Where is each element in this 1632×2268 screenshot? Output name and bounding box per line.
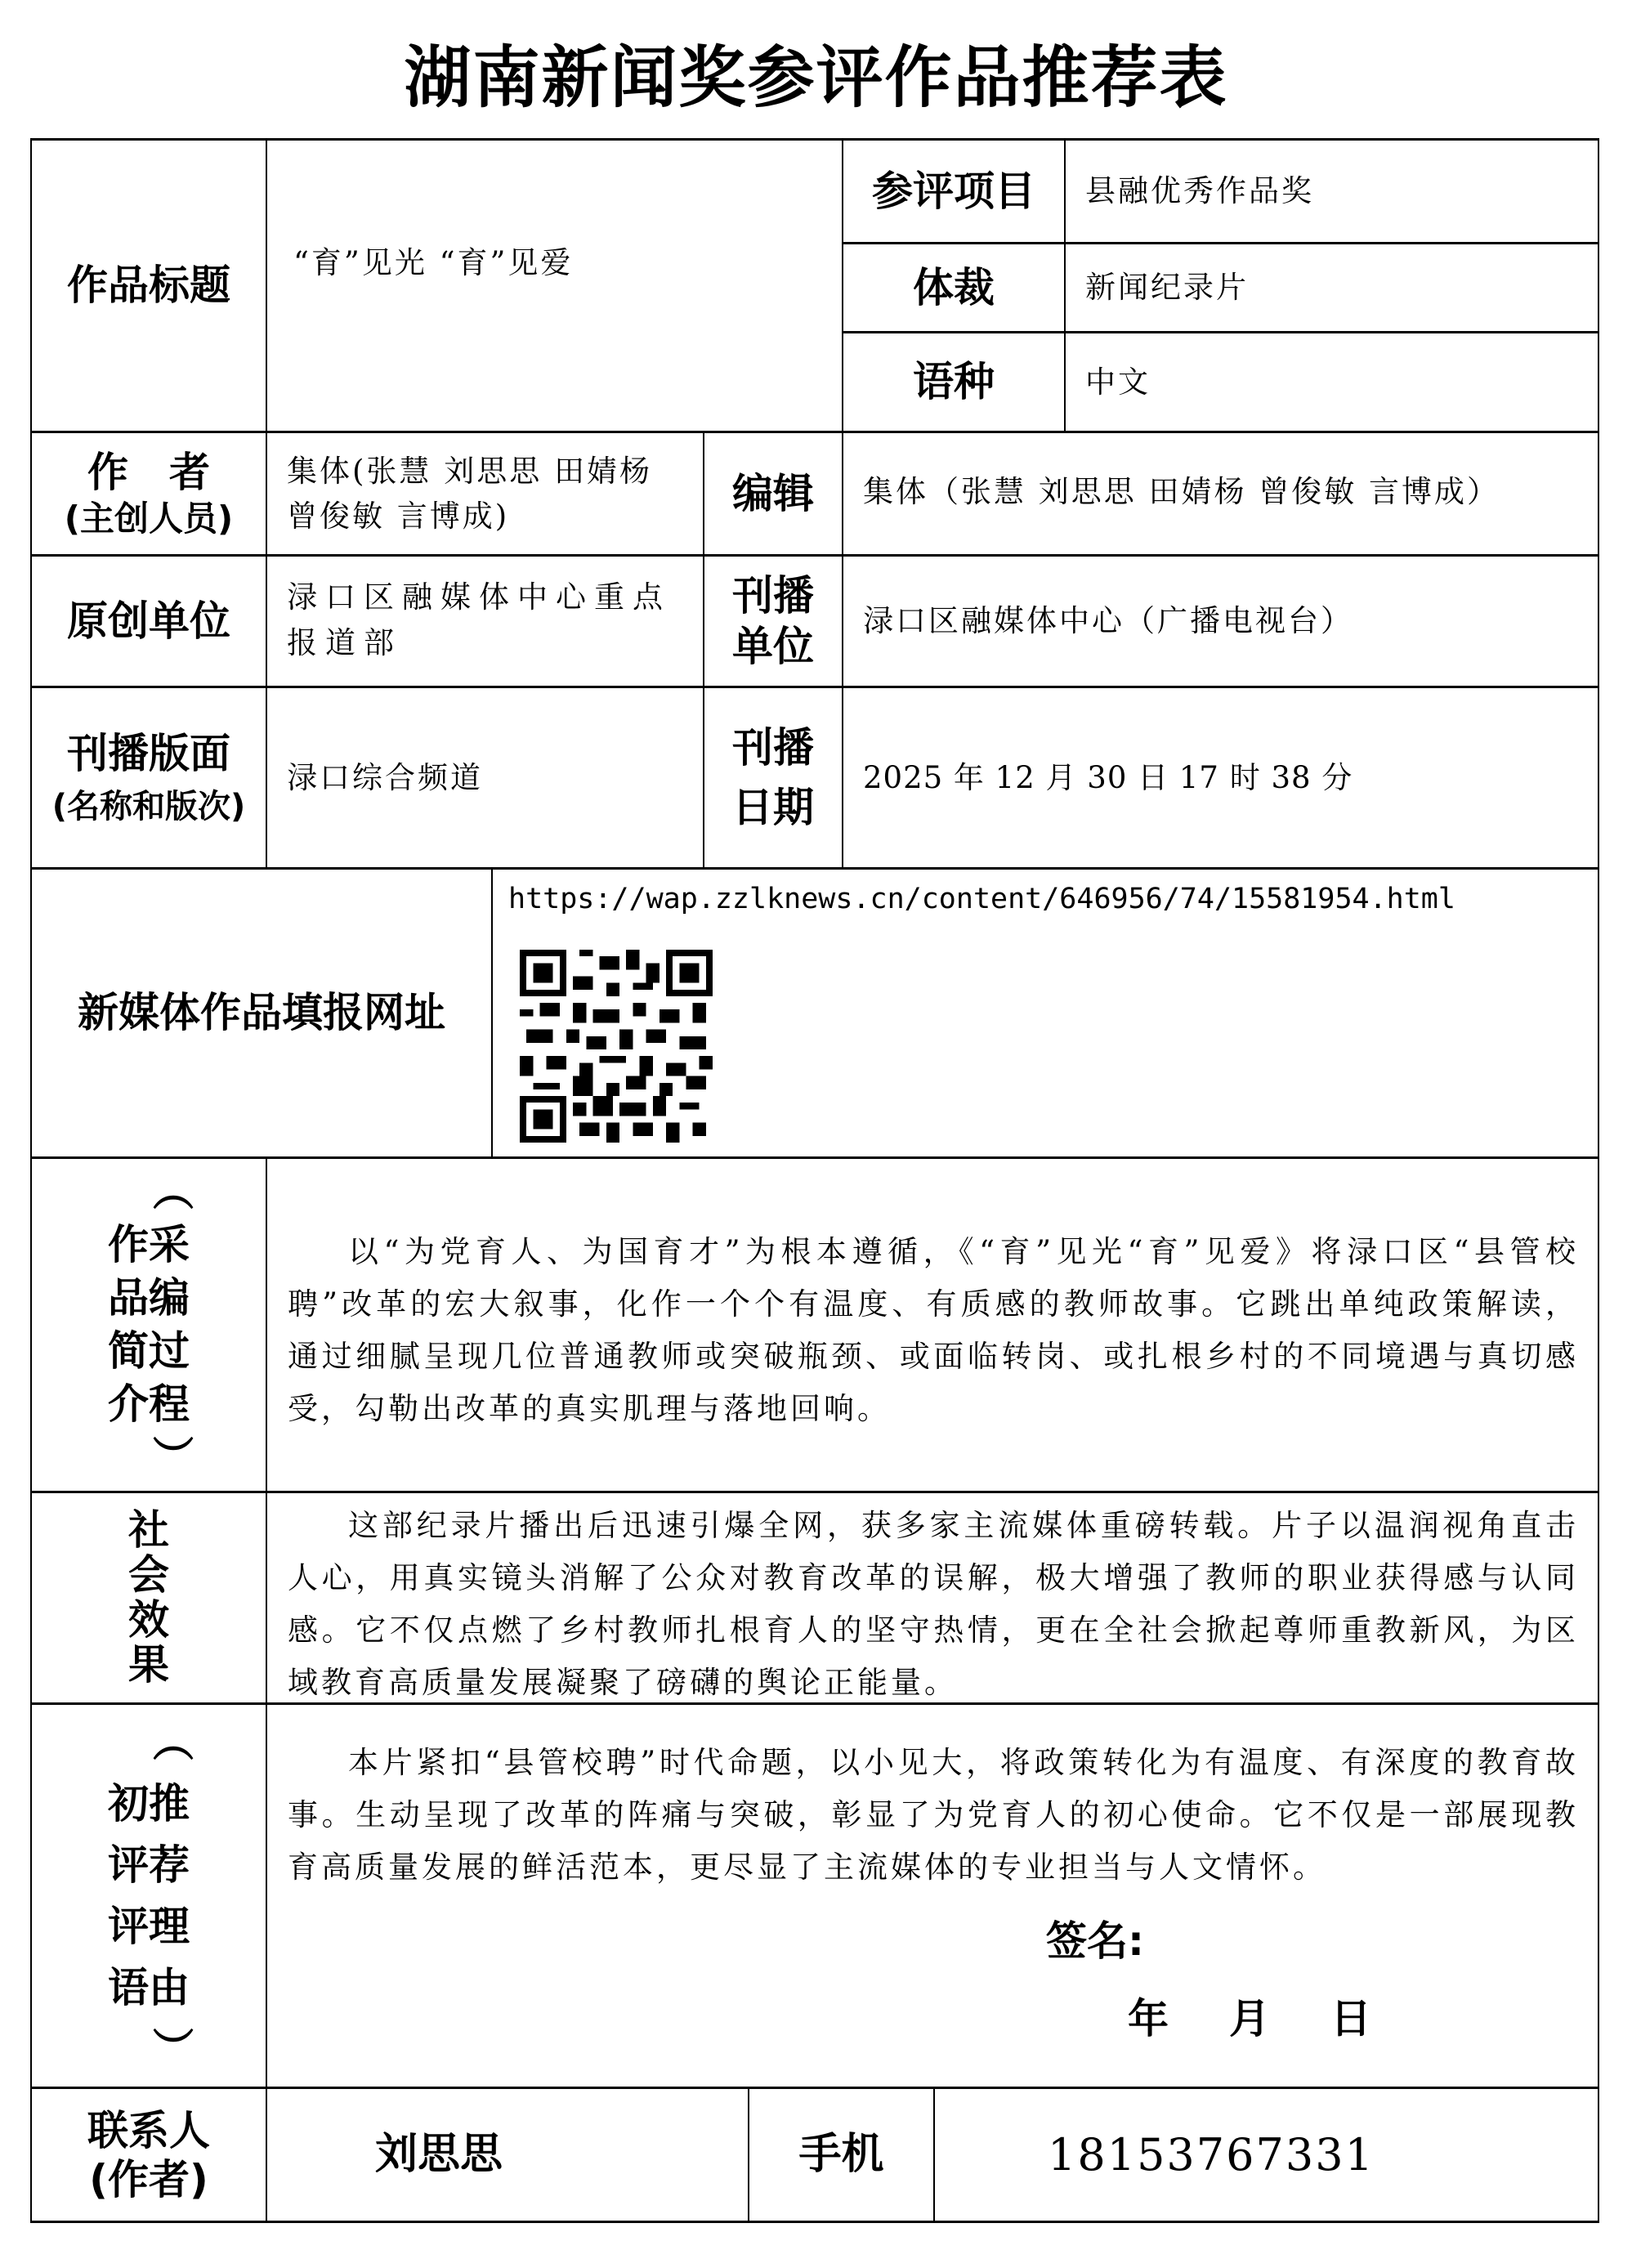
editor-value-text: 集体（张慧 刘思思 田婧杨 曾俊敏 言博成） — [863, 474, 1500, 509]
recommendation-label-line: 评理 — [108, 1902, 190, 1950]
publish-unit-label-line2: 单位 — [732, 623, 814, 670]
publish-unit-value-text: 渌口区融媒体中心（广播电视台） — [863, 603, 1353, 639]
work-title-label — [32, 141, 266, 431]
new-media-url-label-text: 新媒体作品填报网址 — [78, 989, 445, 1037]
publish-date-label — [704, 688, 842, 867]
new-media-url-text[interactable]: https://wap.zzlknews.cn/content/646956/74/15581954.html — [508, 883, 1455, 915]
table-border-right — [1598, 138, 1599, 2223]
sign-date-label: 年 月 日 — [1128, 1994, 1381, 2042]
phone-value — [935, 2089, 1598, 2221]
phone-label-text: 手机 — [798, 2130, 884, 2179]
author-label-line1: 作 者 — [87, 448, 210, 496]
publish-section-label-line1: 刊播版面 — [67, 730, 230, 778]
author-value — [267, 433, 703, 554]
recommendation-label-line: 初推 — [108, 1779, 190, 1827]
language-label-text: 语种 — [913, 358, 995, 406]
contact-label-line2: (作者) — [89, 2155, 208, 2203]
qr-code-icon — [520, 950, 713, 1143]
recommendation-text: 本片紧扣“县管校聘”时代命题，以小见大，将政策转化为有温度、有深度的教育故事。生动呈现了改革的阵痛与突破，彰显了为党育人的初心使命。它不仅是一部展现教育高质量发展的鲜活范本，更尽显了主流媒体的专业担当与人文情怀。 — [288, 1745, 1579, 1885]
editor-label-text: 编辑 — [732, 469, 814, 517]
social-effect-label-char: 果 — [128, 1641, 169, 1689]
publish-section-value — [267, 688, 703, 867]
summary-label-line: 作采 — [108, 1221, 190, 1268]
category-label — [843, 141, 1064, 242]
language-value — [1066, 333, 1598, 431]
origin-unit-label-text: 原创单位 — [67, 597, 230, 645]
phone-label — [749, 2089, 933, 2221]
work-title-value — [267, 141, 842, 386]
summary-label-line: 品编 — [108, 1274, 190, 1322]
editor-label — [704, 433, 842, 554]
work-title-value-text: “育”见光 “育”见爱 — [293, 245, 574, 281]
publish-unit-label — [704, 557, 842, 686]
language-value-text: 中文 — [1085, 364, 1151, 400]
author-value-text: 集体(张慧 刘思思 田婧杨 曾俊敏 言博成) — [287, 453, 652, 534]
recommendation-label-bracket-open: ︵ — [153, 1718, 194, 1766]
contact-label-line1: 联系人 — [87, 2106, 210, 2154]
publish-unit-value — [843, 557, 1598, 686]
contact-label — [32, 2089, 266, 2221]
genre-value — [1066, 244, 1598, 331]
origin-unit-value-text: 渌口区融媒体中心重点报道部 — [287, 579, 671, 660]
genre-label — [843, 244, 1064, 331]
category-label-text: 参评项目 — [872, 167, 1035, 215]
social-effect-label — [32, 1493, 266, 1702]
summary-label — [32, 1159, 266, 1491]
social-effect-label-char: 会 — [128, 1551, 169, 1599]
page-title: 湖南新闻奖参评作品推荐表 — [404, 39, 1228, 117]
social-effect-text: 这部纪录片播出后迅速引爆全网，获多家主流媒体重磅转载。片子以温润视角直击人心，用真实镜头消解了公众对教育改革的误解，极大增强了教师的职业获得感与认同感。它不仅点燃了乡村教师扎根育人的坚守热情，更在全社会掀起尊师重教新风，为区域教育高质量发展凝聚了磅礴的舆论正能量。 — [288, 1508, 1579, 1700]
summary-label-line: 简过 — [108, 1327, 190, 1375]
publish-date-label-line1: 刊播 — [732, 724, 814, 772]
author-label — [32, 433, 266, 554]
publish-section-label-line2: (名称和版次) — [51, 787, 246, 825]
publish-date-value-text: 2025 年 12 月 30 日 17 时 38 分 — [863, 759, 1353, 795]
summary-label-line: 介程 — [108, 1380, 190, 1428]
col-divider — [266, 1156, 267, 2223]
social-effect-label-char: 效 — [128, 1596, 169, 1644]
contact-name — [267, 2089, 748, 2221]
summary-label-bracket-close: ︶ — [153, 1434, 194, 1481]
contact-name-text: 刘思思 — [375, 2130, 503, 2179]
recommendation-label-line: 评荐 — [108, 1841, 190, 1889]
editor-value — [843, 433, 1598, 554]
language-label — [843, 333, 1064, 431]
category-value — [1066, 141, 1598, 242]
recommendation-label-line: 语由 — [108, 1963, 190, 2011]
origin-unit-value — [267, 557, 703, 686]
genre-label-text: 体裁 — [913, 263, 995, 311]
author-label-line2: (主创人员) — [64, 499, 234, 539]
publish-unit-label-line1: 刊播 — [732, 571, 814, 620]
publish-date-label-line2: 日期 — [732, 783, 814, 831]
category-value-text: 县融优秀作品奖 — [1085, 173, 1314, 209]
summary-label-bracket-open: ︵ — [153, 1168, 194, 1215]
work-title-label-text: 作品标题 — [67, 262, 230, 310]
origin-unit-label — [32, 557, 266, 686]
publish-section-label — [32, 688, 266, 867]
recommendation-label-bracket-close: ︶ — [153, 2024, 194, 2073]
publish-section-value-text: 渌口综合频道 — [287, 759, 483, 795]
phone-value-text: 18153767331 — [1048, 2129, 1375, 2181]
new-media-url-link[interactable] — [508, 875, 1587, 924]
publish-date-value — [843, 688, 1598, 867]
signature-label: 签名: — [1046, 1917, 1144, 1965]
summary-text: 以“为党育人、为国育才”为根本遵循，《“育”见光“育”见爱》将渌口区“县管校聘”改革的宏大叙事，化作一个个有温度、有质感的教师故事。它跳出单纯政策解读，通过细腻呈现几位普通教师或突破瓶颈、或面临转岗、或扎根乡村的不同境遇与真切感受，勾勒出改革的真实肌理与落地回响。 — [288, 1234, 1579, 1426]
genre-value-text: 新闻纪录片 — [1085, 270, 1249, 306]
new-media-url-label — [32, 870, 491, 1156]
recommendation-label — [32, 1705, 266, 2087]
social-effect-label-char: 社 — [128, 1506, 169, 1554]
col-divider — [491, 867, 493, 1157]
